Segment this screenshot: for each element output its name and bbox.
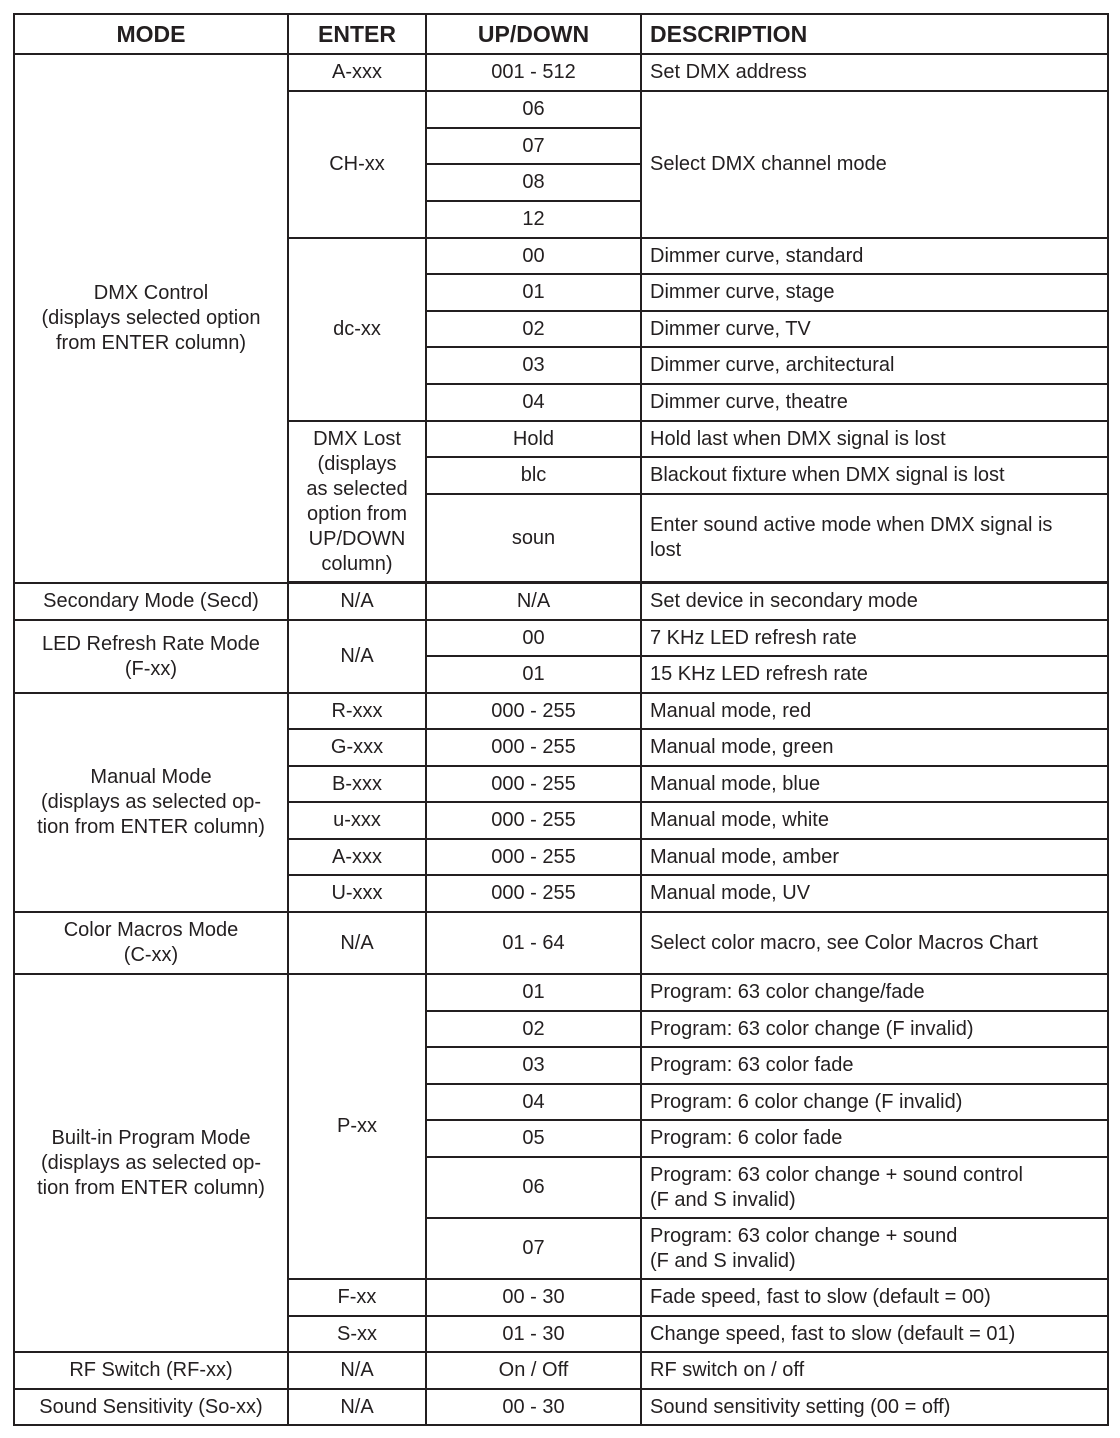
description-cell: Fade speed, fast to slow (default = 00) (641, 1279, 1108, 1316)
updown-cell: 12 (426, 201, 641, 238)
enter-cell: CH-xx (288, 91, 426, 238)
description-cell: Blackout fixture when DMX signal is lost (641, 457, 1108, 494)
updown-cell: 000 - 255 (426, 766, 641, 802)
table-row (14, 693, 1108, 729)
enter-cell: A-xxx (288, 839, 426, 875)
description-cell: Dimmer curve, TV (641, 311, 1108, 347)
mode-cell-secondary: Secondary Mode (Secd) (14, 583, 288, 620)
header-updown: UP/DOWN (426, 14, 641, 54)
description-cell: Dimmer curve, architectural (641, 347, 1108, 384)
table-row (14, 583, 1108, 620)
updown-cell: 01 (426, 656, 641, 693)
updown-cell: 000 - 255 (426, 839, 641, 875)
enter-cell: P-xx (288, 974, 426, 1279)
mode-cell-rf-switch: RF Switch (RF-xx) (14, 1352, 288, 1389)
updown-cell: 001 - 512 (426, 54, 641, 91)
updown-cell: 04 (426, 384, 641, 421)
updown-cell: 01 (426, 274, 641, 311)
description-cell: Program: 63 color change + sound control (F and S invalid) (641, 1157, 1108, 1218)
enter-cell: U-xxx (288, 875, 426, 912)
mode-cell-manual: Manual Mode (displays as selected op- tion from ENTER column) (14, 693, 288, 912)
enter-cell: B-xxx (288, 766, 426, 802)
updown-cell: 04 (426, 1084, 641, 1120)
updown-cell: 00 - 30 (426, 1279, 641, 1316)
updown-cell: 01 - 30 (426, 1316, 641, 1352)
updown-cell: N/A (426, 583, 641, 620)
enter-cell: R-xxx (288, 693, 426, 729)
updown-cell: 07 (426, 1218, 641, 1279)
header-mode: MODE (14, 14, 288, 54)
updown-cell: 03 (426, 1047, 641, 1084)
updown-cell: blc (426, 457, 641, 494)
table-row (14, 1352, 1108, 1389)
description-cell: Manual mode, blue (641, 766, 1108, 802)
menu-map-table (13, 13, 1109, 1426)
header-description: DESCRIPTION (641, 14, 1108, 54)
table-row (14, 974, 1108, 1011)
description-cell: Dimmer curve, theatre (641, 384, 1108, 421)
description-cell: 7 KHz LED refresh rate (641, 620, 1108, 656)
updown-cell: 02 (426, 1011, 641, 1047)
enter-cell: A-xxx (288, 54, 426, 91)
enter-cell: N/A (288, 620, 426, 693)
header-enter: ENTER (288, 14, 426, 54)
description-cell: Enter sound active mode when DMX signal is lost (641, 494, 1108, 582)
description-cell: Manual mode, red (641, 693, 1108, 729)
updown-cell: 000 - 255 (426, 875, 641, 912)
enter-cell: dc-xx (288, 238, 426, 421)
description-cell: Manual mode, white (641, 802, 1108, 839)
enter-cell: u-xxx (288, 802, 426, 839)
table-row (14, 620, 1108, 656)
description-cell: Select DMX channel mode (641, 91, 1108, 238)
enter-cell: S-xx (288, 1316, 426, 1352)
description-cell: Manual mode, amber (641, 839, 1108, 875)
description-cell: Set device in secondary mode (641, 583, 1108, 620)
updown-cell: 05 (426, 1120, 641, 1157)
enter-cell: N/A (288, 912, 426, 974)
description-cell: Dimmer curve, stage (641, 274, 1108, 311)
updown-cell: 000 - 255 (426, 729, 641, 766)
description-cell: Manual mode, green (641, 729, 1108, 766)
updown-cell: 03 (426, 347, 641, 384)
table-row (14, 912, 1108, 974)
updown-cell: 00 - 30 (426, 1389, 641, 1425)
description-cell: Program: 6 color change (F invalid) (641, 1084, 1108, 1120)
mode-cell-built-in-program: Built-in Program Mode (displays as selected op- tion from ENTER column) (14, 974, 288, 1352)
updown-cell: 08 (426, 164, 641, 201)
updown-cell: 000 - 255 (426, 693, 641, 729)
enter-cell: F-xx (288, 1279, 426, 1316)
description-cell: Dimmer curve, standard (641, 238, 1108, 274)
description-cell: RF switch on / off (641, 1352, 1108, 1389)
description-cell: Select color macro, see Color Macros Chart (641, 912, 1108, 974)
description-cell: Program: 6 color fade (641, 1120, 1108, 1157)
description-cell: Change speed, fast to slow (default = 01) (641, 1316, 1108, 1352)
description-cell: Sound sensitivity setting (00 = off) (641, 1389, 1108, 1425)
enter-cell: N/A (288, 583, 426, 620)
description-cell: Program: 63 color fade (641, 1047, 1108, 1084)
updown-cell: soun (426, 494, 641, 582)
header-row (14, 14, 1108, 54)
updown-cell: 00 (426, 238, 641, 274)
updown-cell: 02 (426, 311, 641, 347)
enter-cell: G-xxx (288, 729, 426, 766)
updown-cell: On / Off (426, 1352, 641, 1389)
updown-cell: 07 (426, 128, 641, 164)
mode-cell-sound-sensitivity: Sound Sensitivity (So-xx) (14, 1389, 288, 1425)
updown-cell: 000 - 255 (426, 802, 641, 839)
updown-cell: 01 - 64 (426, 912, 641, 974)
enter-cell-dmx-lost: DMX Lost (displays as selected option from UP/DOWN column) (288, 421, 426, 582)
description-cell: Program: 63 color change + sound (F and S invalid) (641, 1218, 1108, 1279)
updown-cell: 06 (426, 91, 641, 128)
description-cell: Manual mode, UV (641, 875, 1108, 912)
enter-cell: N/A (288, 1389, 426, 1425)
table-row (14, 1389, 1108, 1425)
description-cell: Hold last when DMX signal is lost (641, 421, 1108, 457)
enter-cell: N/A (288, 1352, 426, 1389)
mode-cell-dmx-control: DMX Control (displays selected option from ENTER column) (14, 54, 288, 583)
description-cell: Set DMX address (641, 54, 1108, 91)
updown-cell: 01 (426, 974, 641, 1011)
mode-cell-led-refresh: LED Refresh Rate Mode (F-xx) (14, 620, 288, 693)
description-cell: 15 KHz LED refresh rate (641, 656, 1108, 693)
description-cell: Program: 63 color change (F invalid) (641, 1011, 1108, 1047)
updown-cell: 06 (426, 1157, 641, 1218)
description-cell: Program: 63 color change/fade (641, 974, 1108, 1011)
mode-cell-color-macros: Color Macros Mode (C-xx) (14, 912, 288, 974)
table-row (14, 54, 1108, 91)
updown-cell: Hold (426, 421, 641, 457)
updown-cell: 00 (426, 620, 641, 656)
